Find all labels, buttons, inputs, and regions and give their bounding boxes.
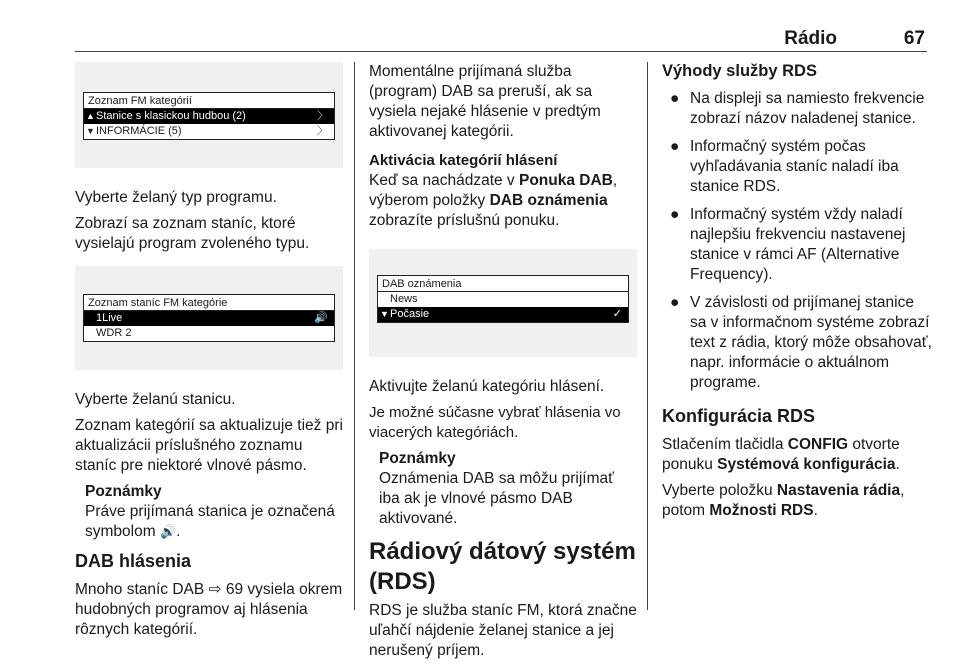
bullet-icon: ● [670, 294, 680, 311]
page-header [75, 24, 927, 52]
speaker-icon: 🔊 [314, 312, 328, 324]
list-item [84, 109, 334, 124]
chevron-right-icon: 〉 [317, 110, 328, 122]
paragraph: RDS je služba staníc FM, ktorá značne uľahčí nájdenie želanej stanice a jej nerušený príjem. [369, 602, 637, 659]
list-item-label: News [390, 293, 418, 305]
paragraph: Keď sa nachádzate v Ponuka DAB, výberom položky DAB oznámenia zobrazíte príslušnú ponuku. [369, 172, 618, 229]
page-number: 67 [903, 28, 925, 49]
list-item-label: WDR 2 [96, 327, 132, 339]
subheading: Aktivácia kategórií hlásení [369, 152, 558, 169]
screen-heading: DAB oznámenia [378, 276, 628, 292]
list-item [662, 205, 934, 285]
screen-heading: Zoznam FM kategórií [84, 93, 334, 109]
list-item-label: Počasie [390, 308, 430, 320]
bullet-list [662, 89, 934, 393]
bullet-icon: ● [670, 90, 680, 107]
paragraph: Je možné súčasne vybrať hlásenia vo viacerých kategóriách. [369, 404, 621, 441]
list-item [662, 293, 934, 393]
list-item-label: 1Live [96, 312, 123, 324]
chevron-right-icon: 〉 [317, 125, 328, 137]
column-3 [662, 62, 934, 527]
note-text: Práve prijímaná stanica je označená symbolom [85, 503, 335, 540]
paragraph: Vyberte položku Nastavenia rádia, potom Možnosti RDS. [662, 482, 905, 519]
paragraph: Zobrazí sa zoznam staníc, ktoré vysielajú program zvoleného typu. [75, 215, 310, 252]
paragraph: Aktivujte želanú kategóriu hlásení. [369, 378, 605, 395]
note-text: Oznámenia DAB sa môžu prijímať iba ak je vlnové pásmo DAB aktivované. [379, 470, 614, 527]
page-reference: ⇨ 69 [208, 581, 244, 598]
list-item-text: V závislosti od prijímanej stanice sa v informačnom systéme zobrazí text z rádia, ktorý môže obsahovať, napr. informácie o aktuálnom programe. [690, 294, 932, 391]
column-divider [647, 62, 648, 610]
up-arrow-icon: ▲ [86, 111, 95, 121]
display-screen [377, 275, 629, 323]
column-1 [75, 62, 343, 646]
paragraph: Stlačením tlačidla CONFIG otvorte ponuku Systémová konfigurácia. [662, 436, 900, 473]
section-heading: DAB hlásenia [75, 551, 192, 571]
list-item-text: Informačný systém vždy naladí najlepšiu frekvenciu nastavenej stanice v rámci AF (Alternative Frequency). [690, 206, 906, 283]
column-2 [369, 62, 637, 667]
speaker-icon: 🔊 [159, 524, 177, 539]
paragraph: Vyberte želanú stanicu. [75, 391, 236, 408]
list-item [84, 311, 334, 326]
column-divider [354, 62, 355, 610]
paragraph: Vyberte želaný typ programu. [75, 189, 277, 206]
note-end: . [176, 523, 181, 540]
list-item [84, 124, 334, 139]
note-title: Poznámky [85, 483, 162, 500]
list-item-label: Stanice s klasickou hudbou (2) [96, 110, 246, 122]
section-heading: Konfigurácia RDS [662, 406, 816, 426]
screenshot-dab-announcements [369, 249, 637, 357]
list-item [378, 292, 628, 307]
note-title: Poznámky [379, 450, 456, 467]
screenshot-fm-stations [75, 266, 343, 370]
display-screen [83, 294, 335, 342]
paragraph: Zoznam kategórií sa aktualizuje tiež pri aktualizácii príslušného zoznamu staníc pre niektoré vlnové pásmo. [75, 417, 343, 474]
section-heading: Rádiový dátový systém (RDS) [369, 538, 636, 595]
list-item [84, 326, 334, 341]
down-arrow-icon: ▼ [380, 309, 389, 319]
paragraph: Mnoho staníc DAB ⇨ 69 vysiela okrem hudobných programov aj hlásenia rôznych kategórií. [75, 581, 343, 638]
page-title: Rádio [784, 28, 837, 49]
list-item [378, 307, 628, 322]
screenshot-fm-categories [75, 62, 343, 168]
bullet-icon: ● [670, 206, 680, 223]
paragraph: Momentálne prijímaná služba (program) DAB sa preruší, ak sa vysiela nejaké hlásenie v predtým aktivovanej kategórii. [369, 63, 601, 140]
checkmark-icon: ✓ [612, 308, 622, 320]
list-item [662, 89, 934, 129]
display-screen [83, 92, 335, 140]
screen-heading: Zoznam staníc FM kategórie [84, 295, 334, 311]
note-box [75, 482, 343, 542]
list-item-text: Na displeji sa namiesto frekvencie zobrazí názov naladenej stanice. [690, 90, 925, 127]
section-heading: Výhody služby RDS [662, 62, 817, 80]
note-box [369, 449, 637, 529]
bullet-icon: ● [670, 138, 680, 155]
list-item-label: INFORMÁCIE (5) [96, 125, 182, 137]
list-item-text: Informačný systém počas vyhľadávania staníc naladí iba stanice RDS. [690, 138, 899, 195]
down-arrow-icon: ▼ [86, 126, 95, 136]
list-item [662, 137, 934, 197]
